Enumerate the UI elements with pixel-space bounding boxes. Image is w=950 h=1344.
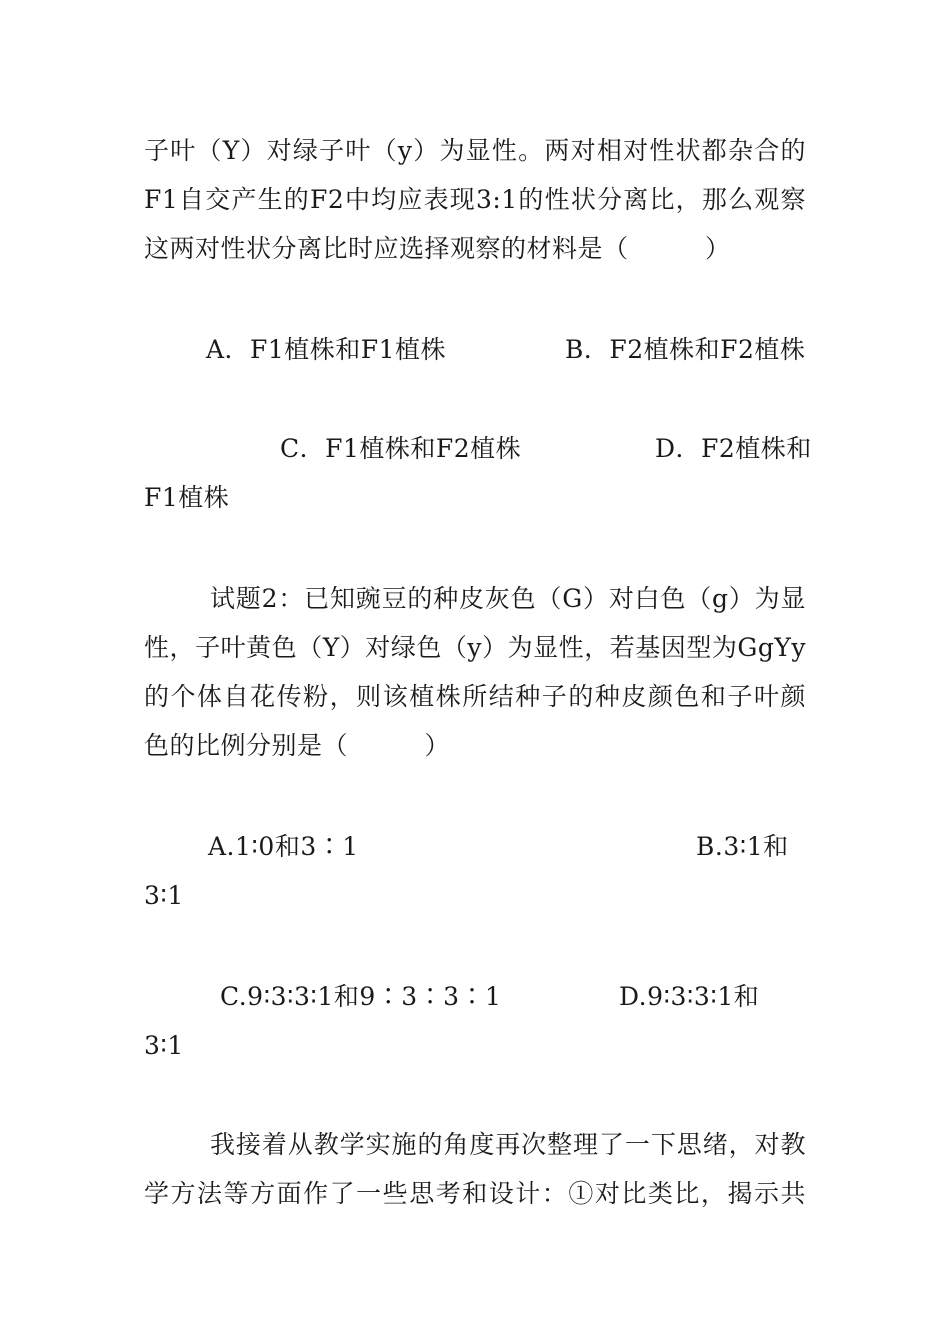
option-d: D．F2植株和 [655, 434, 812, 463]
question-line: 色的比例分别是（ ） [144, 731, 451, 760]
option-c: C．F1植株和F2植株 [280, 434, 522, 463]
paragraph-line: 我接着从教学实施的角度再次整理了一下思绪，对教 [210, 1130, 806, 1159]
paragraph-line: 学方法等方面作了一些思考和设计：①对比类比，揭示共 [144, 1179, 806, 1208]
option-a: A．F1植株和F1植株 [206, 335, 447, 364]
paragraph-line: 这两对性状分离比时应选择观察的材料是（ ） [144, 234, 731, 263]
option-d-continued: 3∶1 [144, 1031, 184, 1060]
question-line: 试题2：已知豌豆的种皮灰色（G）对白色（g）为显 [210, 584, 806, 613]
option-b: B.3∶1和 [696, 832, 789, 861]
option-b: B．F2植株和F2植株 [565, 335, 806, 364]
question-line: 性，子叶黄色（Y）对绿色（y）为显性，若基因型为GgYy [144, 633, 806, 662]
question-line: 的个体自花传粉，则该植株所结种子的种皮颜色和子叶颜 [144, 682, 806, 711]
option-a: A.1∶0和3∶1 [208, 832, 359, 861]
option-b-continued: 3∶1 [144, 881, 184, 910]
paragraph-line: 子叶（Y）对绿子叶（y）为显性。两对相对性状都杂合的 [144, 136, 806, 165]
option-d-continued: F1植株 [144, 483, 230, 512]
paragraph-line: F1自交产生的F2中均应表现3:1的性状分离比，那么观察 [144, 185, 806, 214]
option-d: D.9∶3∶3∶1和 [619, 982, 760, 1011]
option-c: C.9∶3∶3∶1和9∶3∶3∶1 [220, 982, 502, 1011]
